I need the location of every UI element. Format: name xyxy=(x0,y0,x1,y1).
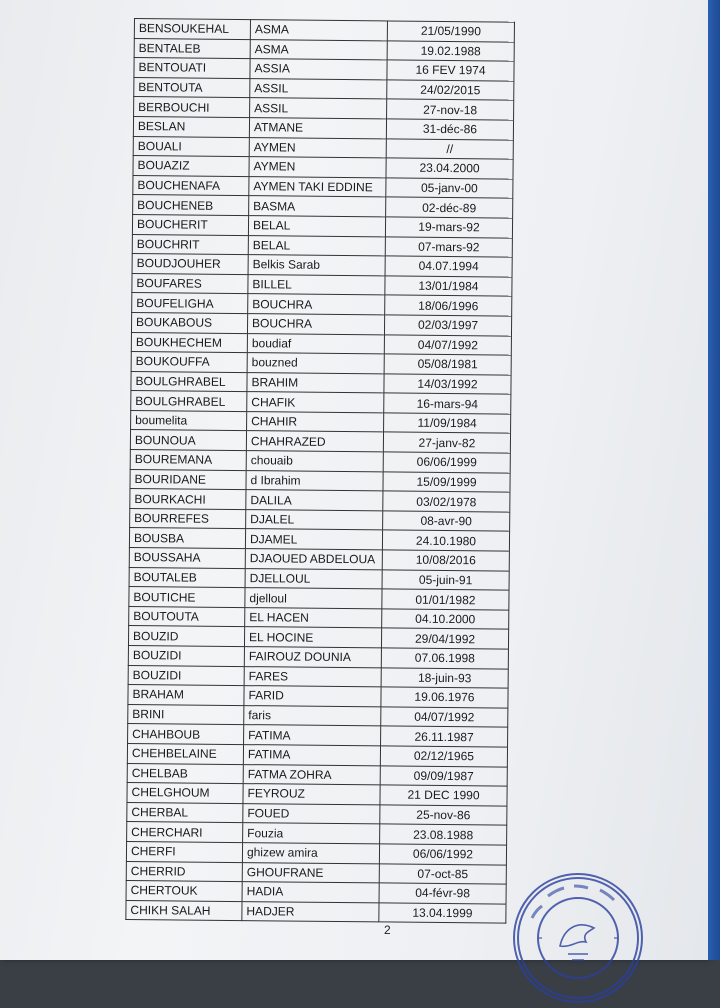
surname-cell: BOULGHRABEL xyxy=(131,371,247,392)
surname-cell: BERBOUCHI xyxy=(134,97,250,118)
surname-cell: BRAHAM xyxy=(128,685,244,706)
surname-cell: BOUTALEB xyxy=(129,567,245,588)
birth-date-cell: 05-janv-00 xyxy=(386,178,513,199)
birth-date-cell: 05/08/1981 xyxy=(384,354,511,375)
birth-date-cell: 01/01/1982 xyxy=(382,589,509,610)
birth-date-cell: 16-mars-94 xyxy=(384,393,511,414)
table-row xyxy=(126,900,506,923)
surname-cell: CHAHBOUB xyxy=(128,724,244,745)
first-name-cell: DJALEL xyxy=(246,509,383,530)
names-table xyxy=(125,18,515,924)
birth-date-cell: 16 FEV 1974 xyxy=(387,60,514,81)
first-name-cell: BOUCHRA xyxy=(248,294,385,315)
first-name-cell: HADJER xyxy=(242,901,379,922)
first-name-cell: ghizew amira xyxy=(242,843,379,864)
surname-cell: BOUKHECHEM xyxy=(131,332,247,353)
birth-date-cell: 09/09/1987 xyxy=(380,765,507,786)
surname-cell: BOUCHRIT xyxy=(132,234,248,255)
first-name-cell: BRAHIM xyxy=(247,372,384,393)
official-seal-icon xyxy=(508,868,648,1008)
birth-date-cell: 13.04.1999 xyxy=(379,903,506,924)
first-name-cell: faris xyxy=(244,705,381,726)
surname-cell: BOUDJOUHER xyxy=(132,254,248,275)
first-name-cell: BELAL xyxy=(248,216,385,237)
surname-cell: BOUNOUA xyxy=(130,430,246,451)
surname-cell: CHERTOUK xyxy=(126,881,242,902)
birth-date-cell: 18-juin-93 xyxy=(381,667,508,688)
surname-cell: BOUSBA xyxy=(129,528,245,549)
first-name-cell: FATMA ZOHRA xyxy=(243,764,380,785)
birth-date-cell: 07-oct-85 xyxy=(379,863,506,884)
first-name-cell: BELAL xyxy=(248,235,385,256)
first-name-cell: FOUED xyxy=(243,803,380,824)
first-name-cell: chouaib xyxy=(246,451,383,472)
birth-date-cell: 23.08.1988 xyxy=(380,824,507,845)
birth-date-cell: 04.07.1994 xyxy=(385,256,512,277)
surname-cell: BOUZID xyxy=(128,626,244,647)
birth-date-cell: 19.06.1976 xyxy=(381,687,508,708)
birth-date-cell: 21 DEC 1990 xyxy=(380,785,507,806)
first-name-cell: CHAHIR xyxy=(247,411,384,432)
birth-date-cell: 04/07/1992 xyxy=(384,334,511,355)
first-name-cell: FAIROUZ DOUNIA xyxy=(244,647,381,668)
first-name-cell: ASSIL xyxy=(250,98,387,119)
surname-cell: BOUTICHE xyxy=(129,587,245,608)
first-name-cell: GHOUFRANE xyxy=(242,862,379,883)
first-name-cell: ASSIA xyxy=(250,59,387,80)
birth-date-cell: 11/09/1984 xyxy=(384,413,511,434)
surname-cell: BRINI xyxy=(128,704,244,725)
birth-date-cell: 26.11.1987 xyxy=(381,726,508,747)
first-name-cell: AYMEN xyxy=(249,137,386,158)
first-name-cell: AYMEN xyxy=(249,157,386,178)
birth-date-cell: 23.04.2000 xyxy=(386,158,513,179)
surname-cell: BOUFELIGHA xyxy=(132,293,248,314)
first-name-cell: CHAHRAZED xyxy=(246,431,383,452)
birth-date-cell: 07.06.1998 xyxy=(381,648,508,669)
birth-date-cell: 24/02/2015 xyxy=(387,80,514,101)
surname-cell: BOUKABOUS xyxy=(131,312,247,333)
first-name-cell: Fouzia xyxy=(243,823,380,844)
first-name-cell: BASMA xyxy=(249,196,386,217)
first-name-cell: BILLEL xyxy=(248,274,385,295)
birth-date-cell: 07-mars-92 xyxy=(385,236,512,257)
first-name-cell: ATMANE xyxy=(249,118,386,139)
surname-cell: BOUTOUTA xyxy=(129,606,245,627)
first-name-cell: djelloul xyxy=(245,588,382,609)
birth-date-cell: 04.10.2000 xyxy=(382,609,509,630)
birth-date-cell: 27-nov-18 xyxy=(387,99,514,120)
birth-date-cell: // xyxy=(386,138,513,159)
first-name-cell: d Ibrahim xyxy=(246,470,383,491)
birth-date-cell: 02/03/1997 xyxy=(384,315,511,336)
birth-date-cell: 08-avr-90 xyxy=(383,511,510,532)
birth-date-cell: 24.10.1980 xyxy=(382,530,509,551)
surname-cell: BOULGHRABEL xyxy=(131,391,247,412)
surname-cell: BOUFARES xyxy=(132,273,248,294)
birth-date-cell: 03/02/1978 xyxy=(383,491,510,512)
surname-cell: CHIKH SALAH xyxy=(126,900,242,921)
birth-date-cell: 31-déc-86 xyxy=(386,119,513,140)
first-name-cell: EL HOCINE xyxy=(244,627,381,648)
page-number: 2 xyxy=(384,923,391,937)
first-name-cell: EL HACEN xyxy=(245,607,382,628)
first-name-cell: CHAFIK xyxy=(247,392,384,413)
first-name-cell: ASMA xyxy=(250,20,387,41)
first-name-cell: DJAOUED ABDELOUA xyxy=(245,549,382,570)
first-name-cell: HADIA xyxy=(242,882,379,903)
surname-cell: CHELGHOUM xyxy=(127,783,243,804)
birth-date-cell: 06/06/1992 xyxy=(379,844,506,865)
surname-cell: BOUZIDI xyxy=(128,645,244,666)
first-name-cell: FEYROUZ xyxy=(243,784,380,805)
surname-cell: BENSOUKEHAL xyxy=(134,19,250,40)
surname-cell: boumelita xyxy=(131,410,247,431)
first-name-cell: FARES xyxy=(244,666,381,687)
first-name-cell: ASSIL xyxy=(250,78,387,99)
first-name-cell: BOUCHRA xyxy=(247,314,384,335)
surname-cell: BOURREFES xyxy=(130,508,246,529)
surname-cell: BOUKOUFFA xyxy=(131,352,247,373)
surname-cell: BOUCHENAFA xyxy=(133,175,249,196)
surname-cell: BOUZIDI xyxy=(128,665,244,686)
first-name-cell: FARID xyxy=(244,686,381,707)
first-name-cell: boudiaf xyxy=(247,333,384,354)
birth-date-cell: 05-juin-91 xyxy=(382,570,509,591)
surname-cell: BENTOUATI xyxy=(134,58,250,79)
birth-date-cell: 06/06/1999 xyxy=(383,452,510,473)
birth-date-cell: 02/12/1965 xyxy=(380,746,507,767)
surname-cell: BOUSSAHA xyxy=(129,548,245,569)
surname-cell: CHERRID xyxy=(126,861,242,882)
first-name-cell: DJAMEL xyxy=(245,529,382,550)
birth-date-cell: 04-févr-98 xyxy=(379,883,506,904)
birth-date-cell: 15/09/1999 xyxy=(383,472,510,493)
birth-date-cell: 10/08/2016 xyxy=(382,550,509,571)
desk-background xyxy=(708,0,720,960)
surname-cell: BESLAN xyxy=(133,116,249,137)
names-table-body xyxy=(126,19,515,924)
first-name-cell: ASMA xyxy=(250,39,387,60)
birth-date-cell: 02-déc-89 xyxy=(386,197,513,218)
first-name-cell: FATIMA xyxy=(243,745,380,766)
birth-date-cell: 18/06/1996 xyxy=(385,295,512,316)
birth-date-cell: 13/01/1984 xyxy=(385,276,512,297)
first-name-cell: DJELLOUL xyxy=(245,568,382,589)
surname-cell: CHEHBELAINE xyxy=(127,743,243,764)
surname-cell: BOURKACHI xyxy=(130,489,246,510)
first-name-cell: Belkis Sarab xyxy=(248,255,385,276)
surname-cell: CHERCHARI xyxy=(127,822,243,843)
surname-cell: CHERBAL xyxy=(127,802,243,823)
birth-date-cell: 04/07/1992 xyxy=(381,707,508,728)
birth-date-cell: 21/05/1990 xyxy=(387,21,514,42)
surname-cell: BENTOUTA xyxy=(134,77,250,98)
birth-date-cell: 19-mars-92 xyxy=(385,217,512,238)
surname-cell: BOUALI xyxy=(133,136,249,157)
surname-cell: CHERFI xyxy=(126,841,242,862)
surname-cell: BOUCHENEB xyxy=(133,195,249,216)
birth-date-cell: 14/03/1992 xyxy=(384,374,511,395)
first-name-cell: AYMEN TAKI EDDINE xyxy=(249,176,386,197)
first-name-cell: DALILA xyxy=(246,490,383,511)
surname-cell: BENTALEB xyxy=(134,38,250,59)
surname-cell: BOURIDANE xyxy=(130,469,246,490)
birth-date-cell: 19.02.1988 xyxy=(387,41,514,62)
first-name-cell: bouzned xyxy=(247,353,384,374)
surname-cell: BOUREMANA xyxy=(130,450,246,471)
surname-cell: CHELBAB xyxy=(127,763,243,784)
surname-cell: BOUCHERIT xyxy=(132,214,248,235)
birth-date-cell: 29/04/1992 xyxy=(381,628,508,649)
birth-date-cell: 27-janv-82 xyxy=(383,432,510,453)
first-name-cell: FATIMA xyxy=(244,725,381,746)
birth-date-cell: 25-nov-86 xyxy=(380,805,507,826)
surname-cell: BOUAZIZ xyxy=(133,156,249,177)
